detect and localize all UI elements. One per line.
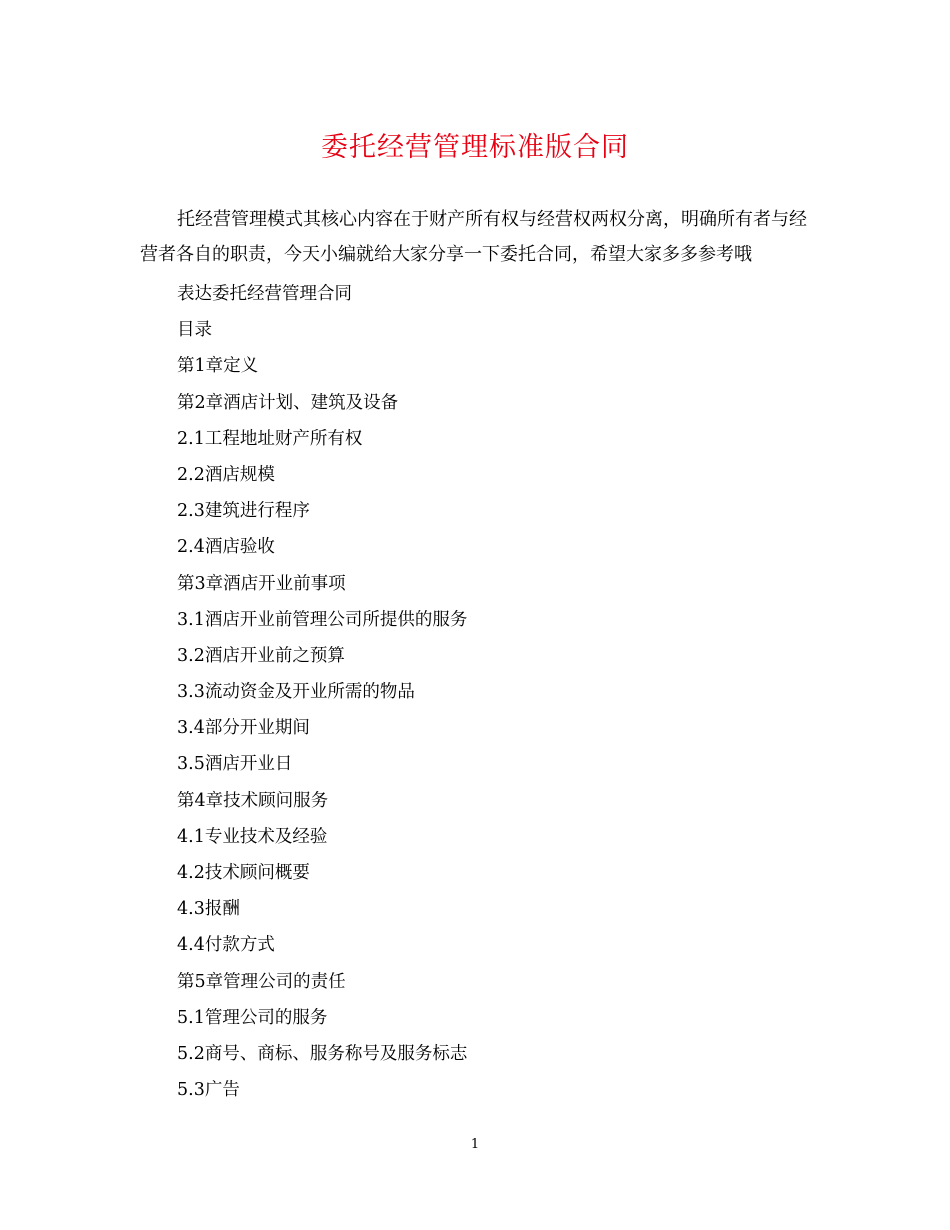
toc-line: 2.3建筑进行程序 [177,501,310,522]
toc-line: 2.2酒店规模 [177,464,275,485]
toc-line: 4.4付款方式 [177,935,275,956]
toc-line: 第5章管理公司的责任 [177,971,346,992]
toc-line: 目录 [177,320,212,341]
toc-line: 5.2商号、商标、服务称号及服务标志 [177,1043,468,1064]
toc-line: 3.4部分开业期间 [177,718,310,739]
toc-line: 4.1专业技术及经验 [177,826,328,847]
toc-line: 第2章酒店计划、建筑及设备 [177,392,399,413]
toc-line: 2.4酒店验收 [177,537,275,558]
page-number: 1 [470,1137,480,1152]
toc-line: 3.2酒店开业前之预算 [177,645,345,666]
toc-line: 2.1工程地址财产所有权 [177,428,363,449]
toc-line: 第4章技术顾问服务 [177,790,329,811]
toc-line: 3.1酒店开业前管理公司所提供的服务 [177,609,468,630]
table-of-contents [177,276,467,1108]
toc-line: 5.3广告 [177,1080,240,1101]
toc-line: 5.1管理公司的服务 [177,1007,328,1028]
toc-line: 表达委托经营管理合同 [177,284,352,304]
toc-line: 第3章酒店开业前事项 [177,573,346,594]
toc-line: 3.5酒店开业日 [177,754,293,775]
toc-line: 第1章定义 [177,356,259,377]
intro-paragraph: 托经营管理模式其核心内容在于财产所有权与经营权两权分离，明确所有者与经营者各自的职责，今天小编就给大家分享一下委托合同，希望大家多多参考哦 [140,209,807,265]
toc-line: 3.3流动资金及开业所需的物品 [177,682,415,703]
toc-line: 4.3报酬 [177,899,240,920]
toc-line: 4.2技术顾问概要 [177,863,310,883]
document-title: 委托经营管理标准版合同 [321,132,629,163]
